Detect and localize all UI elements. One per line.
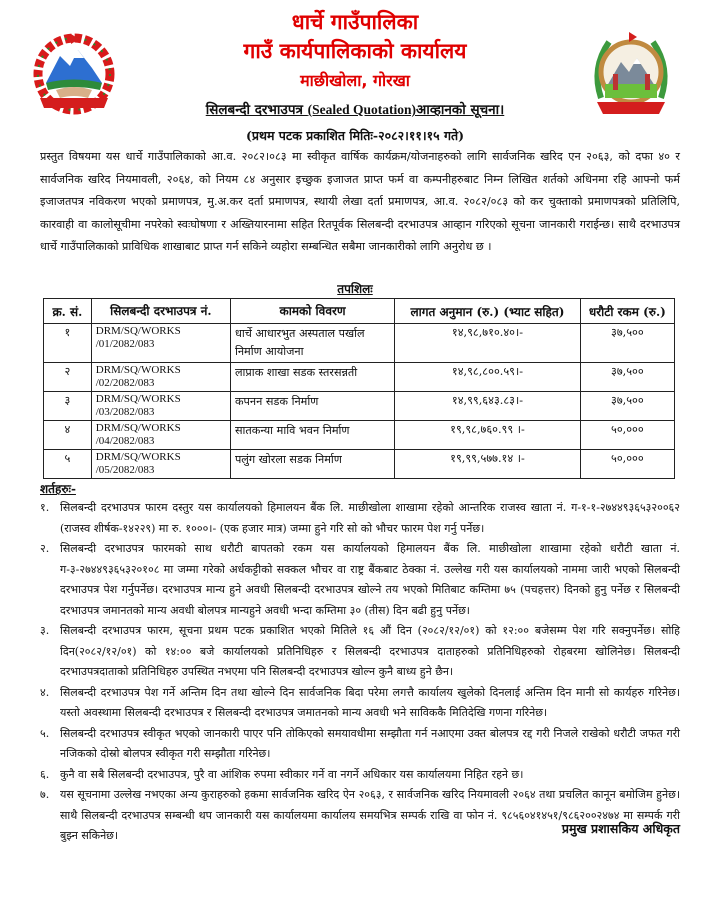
municipality-name: धार्चे गाउँपालिका bbox=[291, 10, 419, 34]
cell-cost: १९,९८,७६०.९९ ।- bbox=[395, 421, 581, 450]
col-work-description: कामको विवरण bbox=[230, 299, 394, 324]
term-number: ४. bbox=[40, 685, 50, 699]
term-item bbox=[40, 539, 680, 621]
notice-title-np-2: आव्हानको सूचना। bbox=[416, 102, 505, 118]
term-text: सिलबन्दी दरभाउपत्र फारम दस्तुर यस कार्यालयको हिमालयन बैंक लि. माछीखोला शाखामा रहेको आन्तरिक राजस्व खाता नं. ग-१-१-२७४४९३६५३२००६२ (राजस्व शीर्षक-१४२२९) मा रु. १०००।- (एक हजार मात्र) जम्मा हुने गरि सो को भौचर फारम पेश गर्नु पर्नेछ। bbox=[60, 501, 680, 535]
term-number: १. bbox=[40, 501, 50, 514]
cell-deposit: ३७,५०० bbox=[580, 363, 674, 392]
term-text: यस सूचनामा उल्लेख नभएका अन्य कुराहरुको हकमा सार्वजनिक खरिद ऐन २०६३, र सार्वजनिक खरिद नियमावली २०६४ तथा प्रचलित कानून बमोजिम हुनेछ। साथै सिलबन्दी दरभाउपत्र सम्बन्धी थप जानकारी यस कार्यालयमा कार्यालय समयभित्र सम्पर्क राखि वा फोन नं. ९८५६०४१४५१/९८६२००२४७४ मा सम्पर्क गरी बुझ्न सकिनेछ। bbox=[60, 788, 680, 842]
term-number: ७. bbox=[40, 788, 50, 801]
cell-ref: DRM/SQ/WORKS /01/2082/083 bbox=[91, 324, 230, 363]
terms-heading: शर्तहरुः- bbox=[40, 482, 76, 496]
term-item bbox=[40, 498, 680, 539]
table-row bbox=[44, 392, 675, 421]
table-row bbox=[44, 363, 675, 392]
col-deposit-amount: धरौटी रकम (रु.) bbox=[580, 299, 674, 324]
cell-cost: १४,९९,६४३.८३।- bbox=[395, 392, 581, 421]
cell-deposit: ५०,००० bbox=[580, 421, 674, 450]
notice-title-np-1: सिलबन्दी दरभाउपत्र bbox=[205, 102, 308, 118]
cell-cost: १४,९८,७१०.४०।- bbox=[395, 324, 581, 363]
cell-serial: ३ bbox=[44, 392, 92, 421]
cell-serial: २ bbox=[44, 363, 92, 392]
col-cost-estimate: लागत अनुमान (रु.) (भ्याट सहित) bbox=[395, 299, 581, 324]
term-text: सिलबन्दी दरभाउपत्र पेश गर्ने अन्तिम दिन तथा खोल्ने दिन सार्वजनिक बिदा परेमा लगत्तै कार्यालय खुलेको दिनलाई अन्तिम दिन मानी सो कार्यहरु गरिनेछ। यस्तो अवस्थामा सिलबन्दी दरभाउपत्र र सिलबन्दी दरभाउपत्र जमातनको मान्य अवधी भने साविककै मितिदेखि गणना गरिनेछ। bbox=[60, 685, 680, 719]
details-heading: तपशिलः bbox=[337, 282, 373, 296]
term-item bbox=[40, 683, 680, 724]
cell-serial: ४ bbox=[44, 421, 92, 450]
signatory-title: प्रमुख प्रशासकिय अधिकृत bbox=[561, 821, 680, 836]
term-text: सिलबन्दी दरभाउपत्र फारमको साथ धरौटी बापतको रकम यस कार्यालयको हिमालयन बैंक लि. माछीखोला शाखामा रहेको धरौटी खाता नं. ग-३-२७४४९३६५३२०१०८ मा जम्मा गरेको अर्धकट्टीको सक्कल भौचर वा राष्ट्र बैंकबाट ठेक्का नं. उल्लेख गरी यस कार्यालयको नाममा जारी भएको सिलबन्दी दरभाउपत्र पेश गर्नुपर्नेछ। दरभाउपत्र मान्य हुने अवधी सिलबन्दी दरभाउपत्र खोल्ने तय भएको मितिबाट कम्तिमा ७५ (पचहत्तर) दिनको हुनु पर्नेछ र सिलबन्दी दरभाउपत्र जमानतको मान्य अवधी बोलपत्र मान्यहुने अवधी भन्दा कम्तिमा ३० (तीस) दिन बढी हुनु पर्नेछ। bbox=[60, 542, 680, 617]
term-item bbox=[40, 765, 680, 786]
office-name: गाउँ कार्यपालिकाको कार्यालय bbox=[243, 39, 467, 63]
notice-title-en: (Sealed Quotation) bbox=[307, 102, 417, 117]
cell-ref: DRM/SQ/WORKS /04/2082/083 bbox=[91, 421, 230, 450]
cell-ref: DRM/SQ/WORKS /03/2082/083 bbox=[91, 392, 230, 421]
published-date: (प्रथम पटक प्रकाशित मितिः-२०८२।११।१५ गते) bbox=[245, 128, 465, 143]
table-row bbox=[44, 421, 675, 450]
cell-desc: लाप्राक शाखा सडक स्तरसन्नती bbox=[230, 363, 394, 392]
col-quotation-number: सिलबन्दी दरभाउपत्र नं. bbox=[91, 299, 230, 324]
term-number: ३. bbox=[40, 624, 50, 637]
cell-deposit: ३७,५०० bbox=[580, 324, 674, 363]
cell-cost: १४,९८,८००.५९।- bbox=[395, 363, 581, 392]
term-text: कुनै वा सबै सिलबन्दी दरभाउपत्र, पुरै वा आंशिक रुपमा स्वीकार गर्ने वा नगर्ने अधिकार यस कार्यालयमा निहित रहने छ। bbox=[60, 767, 524, 781]
terms-list bbox=[40, 498, 680, 847]
letterhead bbox=[0, 8, 710, 94]
term-text: सिलबन्दी दरभाउपत्र स्वीकृत भएको जानकारी पाएर पनि तोकिएको समयावधीमा सम्झौता गर्न नआएमा उक्त बोलपत्र रद्द गरी निजले राखेको धरौटी जफत गरी नजिकको दोस्रो बोलपत्र स्वीकृत गरी सम्झौता गरिनेछ। bbox=[60, 726, 680, 760]
office-location: माछीखोला, गोरखा bbox=[300, 71, 410, 90]
table-row bbox=[44, 324, 675, 363]
term-item bbox=[40, 621, 680, 683]
cell-ref: DRM/SQ/WORKS /05/2082/083 bbox=[91, 450, 230, 479]
intro-paragraph: प्रस्तुत विषयमा यस धार्चे गाउँपालिकाको आ.व. २०८२।०८३ मा स्वीकृत वार्षिक कार्यक्रम/योजनाहरुको लागि सार्वजनिक खरिद एन २०६३, को दफा ४० र सार्वजनिक खरिद नियमावली, २०६४, को नियम ८४ अनुसार इच्छुक इजाजत प्राप्त फर्म वा कम्पनीहरुबाट निम्न लिखित शर्तको अधिनमा रहि आफ्नो फर्म इजाजतपत्र नविकरण भएको प्रमाणपत्र, मु.अ.कर दर्ता प्रमाणपत्र, स्थायी लेखा दर्ता प्रमाणपत्र, आ.व. २०८२/०८३ को कर चुक्ताको प्रमाणपत्रको प्रतिलिपि, कारवाही वा कालोसूचीमा नपरेको स्वःघोषणा र अख्तियारनामा सहित रितपूर्वक सिलबन्दी दरभाउपत्र आव्हान गरिएको सूचना जानकारी गराईन्छ। साथै दरभाउपत्र धार्चे गाउँपालिकाको प्राविधिक शाखाबाट प्राप्त गर्न सकिने व्यहोरा सम्बन्धित सबैमा जानकारीको लागि अनुरोध छ । bbox=[40, 150, 680, 253]
works-table bbox=[43, 298, 675, 479]
col-serial-number: क्र. सं. bbox=[44, 299, 92, 324]
term-text: सिलबन्दी दरभाउपत्र फारम, सूचना प्रथम पटक प्रकाशित भएको मितिले १६ औं दिन (२०८२/१२/०१) को १२:०० बजेसम्म पेश गरि सक्नुपर्नेछ। सोहि दिन(२०८२/१२/०१) को १४:०० बजे कार्यालयको प्रतिनिधिहरु र सिलबन्दी दरभाउपत्र दाताहरुको प्रतिनिधिहरुको रोहबरमा खोलिनेछ। सिलबन्दी दरभाउपत्रदाताको प्रतिनिधिहरु उपस्थित नभएमा पनि सिलबन्दी दरभाउपत्र खोल्न कुनै बाध्य हुने छैन। bbox=[60, 624, 680, 678]
cell-ref: DRM/SQ/WORKS /02/2082/083 bbox=[91, 363, 230, 392]
table-header-row bbox=[44, 299, 675, 324]
cell-desc: धार्चे आधारभुत अस्पताल पर्खाल निर्माण आयोजना bbox=[230, 324, 394, 363]
table-row bbox=[44, 450, 675, 479]
term-item bbox=[40, 724, 680, 765]
term-item bbox=[40, 785, 680, 847]
cell-desc: सातकन्या मावि भवन निर्माण bbox=[230, 421, 394, 450]
notice-title bbox=[0, 100, 710, 118]
cell-deposit: ५०,००० bbox=[580, 450, 674, 479]
term-number: ६. bbox=[40, 767, 50, 781]
cell-serial: ५ bbox=[44, 450, 92, 479]
cell-serial: १ bbox=[44, 324, 92, 363]
cell-deposit: ३७,५०० bbox=[580, 392, 674, 421]
cell-desc: कपनन सडक निर्माण bbox=[230, 392, 394, 421]
cell-desc: पलुंग खोरला सडक निर्माण bbox=[230, 450, 394, 479]
cell-cost: १९,९९,५७७.१४ ।- bbox=[395, 450, 581, 479]
term-number: २. bbox=[40, 542, 50, 555]
term-number: ५. bbox=[40, 726, 50, 740]
